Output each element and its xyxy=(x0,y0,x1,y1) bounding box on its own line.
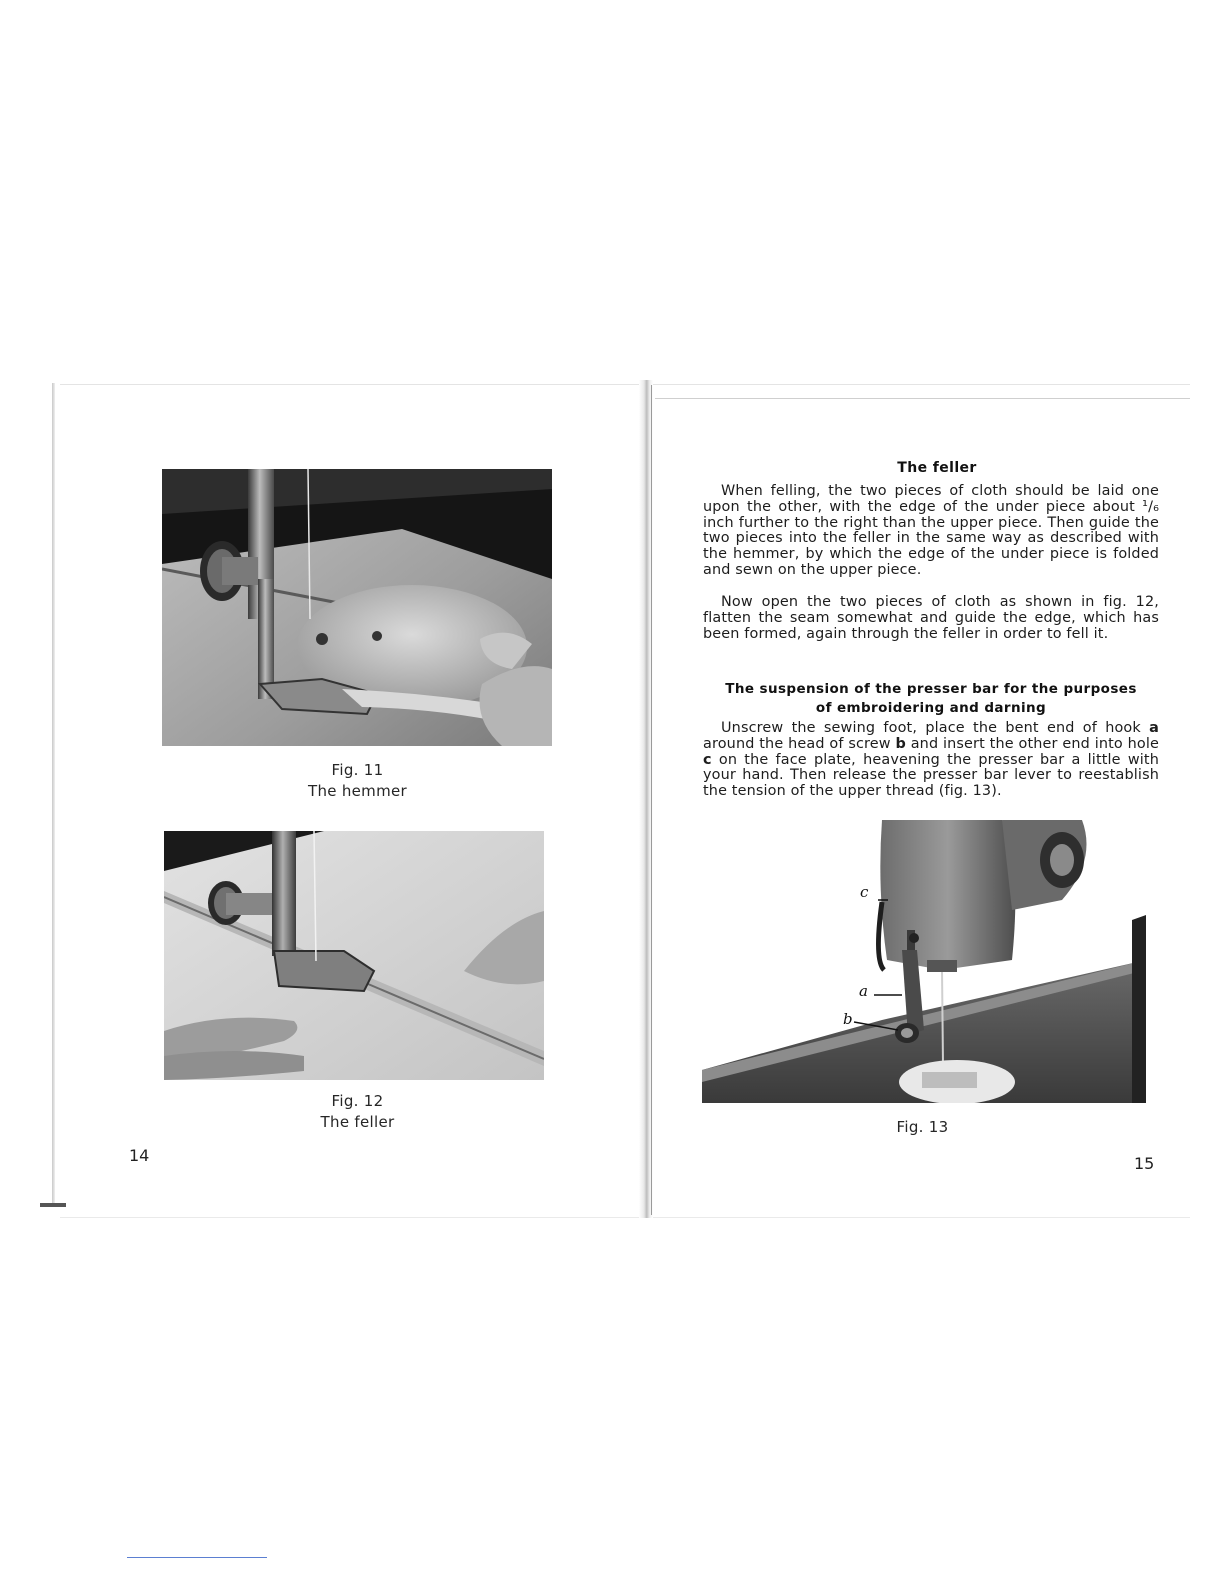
suspension-heading-line-2: of embroidering and darning xyxy=(815,700,1047,716)
hook-a-ref: a xyxy=(1149,720,1159,736)
suspension-text-3: and insert the other end into hole xyxy=(905,735,1159,752)
fig-13-presser-bar-photo xyxy=(702,820,1146,1103)
fig-12-caption xyxy=(255,1091,460,1133)
fig-12-title: The feller xyxy=(320,1113,395,1131)
fig-13-caption: Fig. 13 xyxy=(896,1118,949,1136)
suspension-text-2: around the head of screw xyxy=(703,735,896,752)
gutter-line xyxy=(651,385,652,1215)
link-underline xyxy=(127,1557,267,1558)
left-page-edge xyxy=(52,383,55,1205)
hole-c-ref: c xyxy=(703,751,712,768)
suspension-heading xyxy=(700,680,1162,718)
fig-11-title: The hemmer xyxy=(307,782,408,800)
left-page-corner-mark xyxy=(40,1203,66,1207)
feller-paragraph-1: When felling, the two pieces of cloth should be laid one upon the other, with the edge of the under piece about ¹/₆ inch further to the right than the upper piece. Then guide the two pieces into the feller in the same way as described with the hemmer, by which the edge of the under piece is folded and sewn on the upper piece. xyxy=(703,483,1159,578)
fig-11-caption xyxy=(255,760,460,802)
right-page-number: 15 xyxy=(1134,1154,1155,1173)
right-page-top-edge xyxy=(655,398,1190,399)
feller-paragraph-2: Now open the two pieces of cloth as shown in fig. 12, flatten the seam somewhat and guide the edge, which has been formed, again through the feller in order to fell it. xyxy=(703,594,1159,642)
bottom-page-edge xyxy=(60,1217,1190,1218)
suspension-paragraph xyxy=(703,721,1159,800)
left-page-number: 14 xyxy=(129,1146,150,1165)
fig-11-label: Fig. 11 xyxy=(331,761,384,779)
fig-12-feller-photo xyxy=(164,831,544,1080)
fig-11-hemmer-photo xyxy=(162,469,552,746)
screw-b-ref: b xyxy=(895,735,906,752)
part-label-c: c xyxy=(860,883,869,901)
suspension-text-4: on the face plate, heavening the presser bar a little with your hand. Then release the presser bar lever to reestablish the tension of the upper thread (fig. 13). xyxy=(703,751,1159,800)
feller-heading: The feller xyxy=(897,460,977,476)
part-label-a: a xyxy=(859,982,868,1000)
suspension-text-1: Unscrew the sewing foot, place the bent end of hook xyxy=(721,720,1150,736)
suspension-heading-line-1: The suspension of the presser bar for the purposes xyxy=(725,681,1137,697)
top-page-edge xyxy=(60,384,1190,385)
part-label-b: b xyxy=(843,1010,853,1028)
fig-12-label: Fig. 12 xyxy=(331,1092,384,1110)
